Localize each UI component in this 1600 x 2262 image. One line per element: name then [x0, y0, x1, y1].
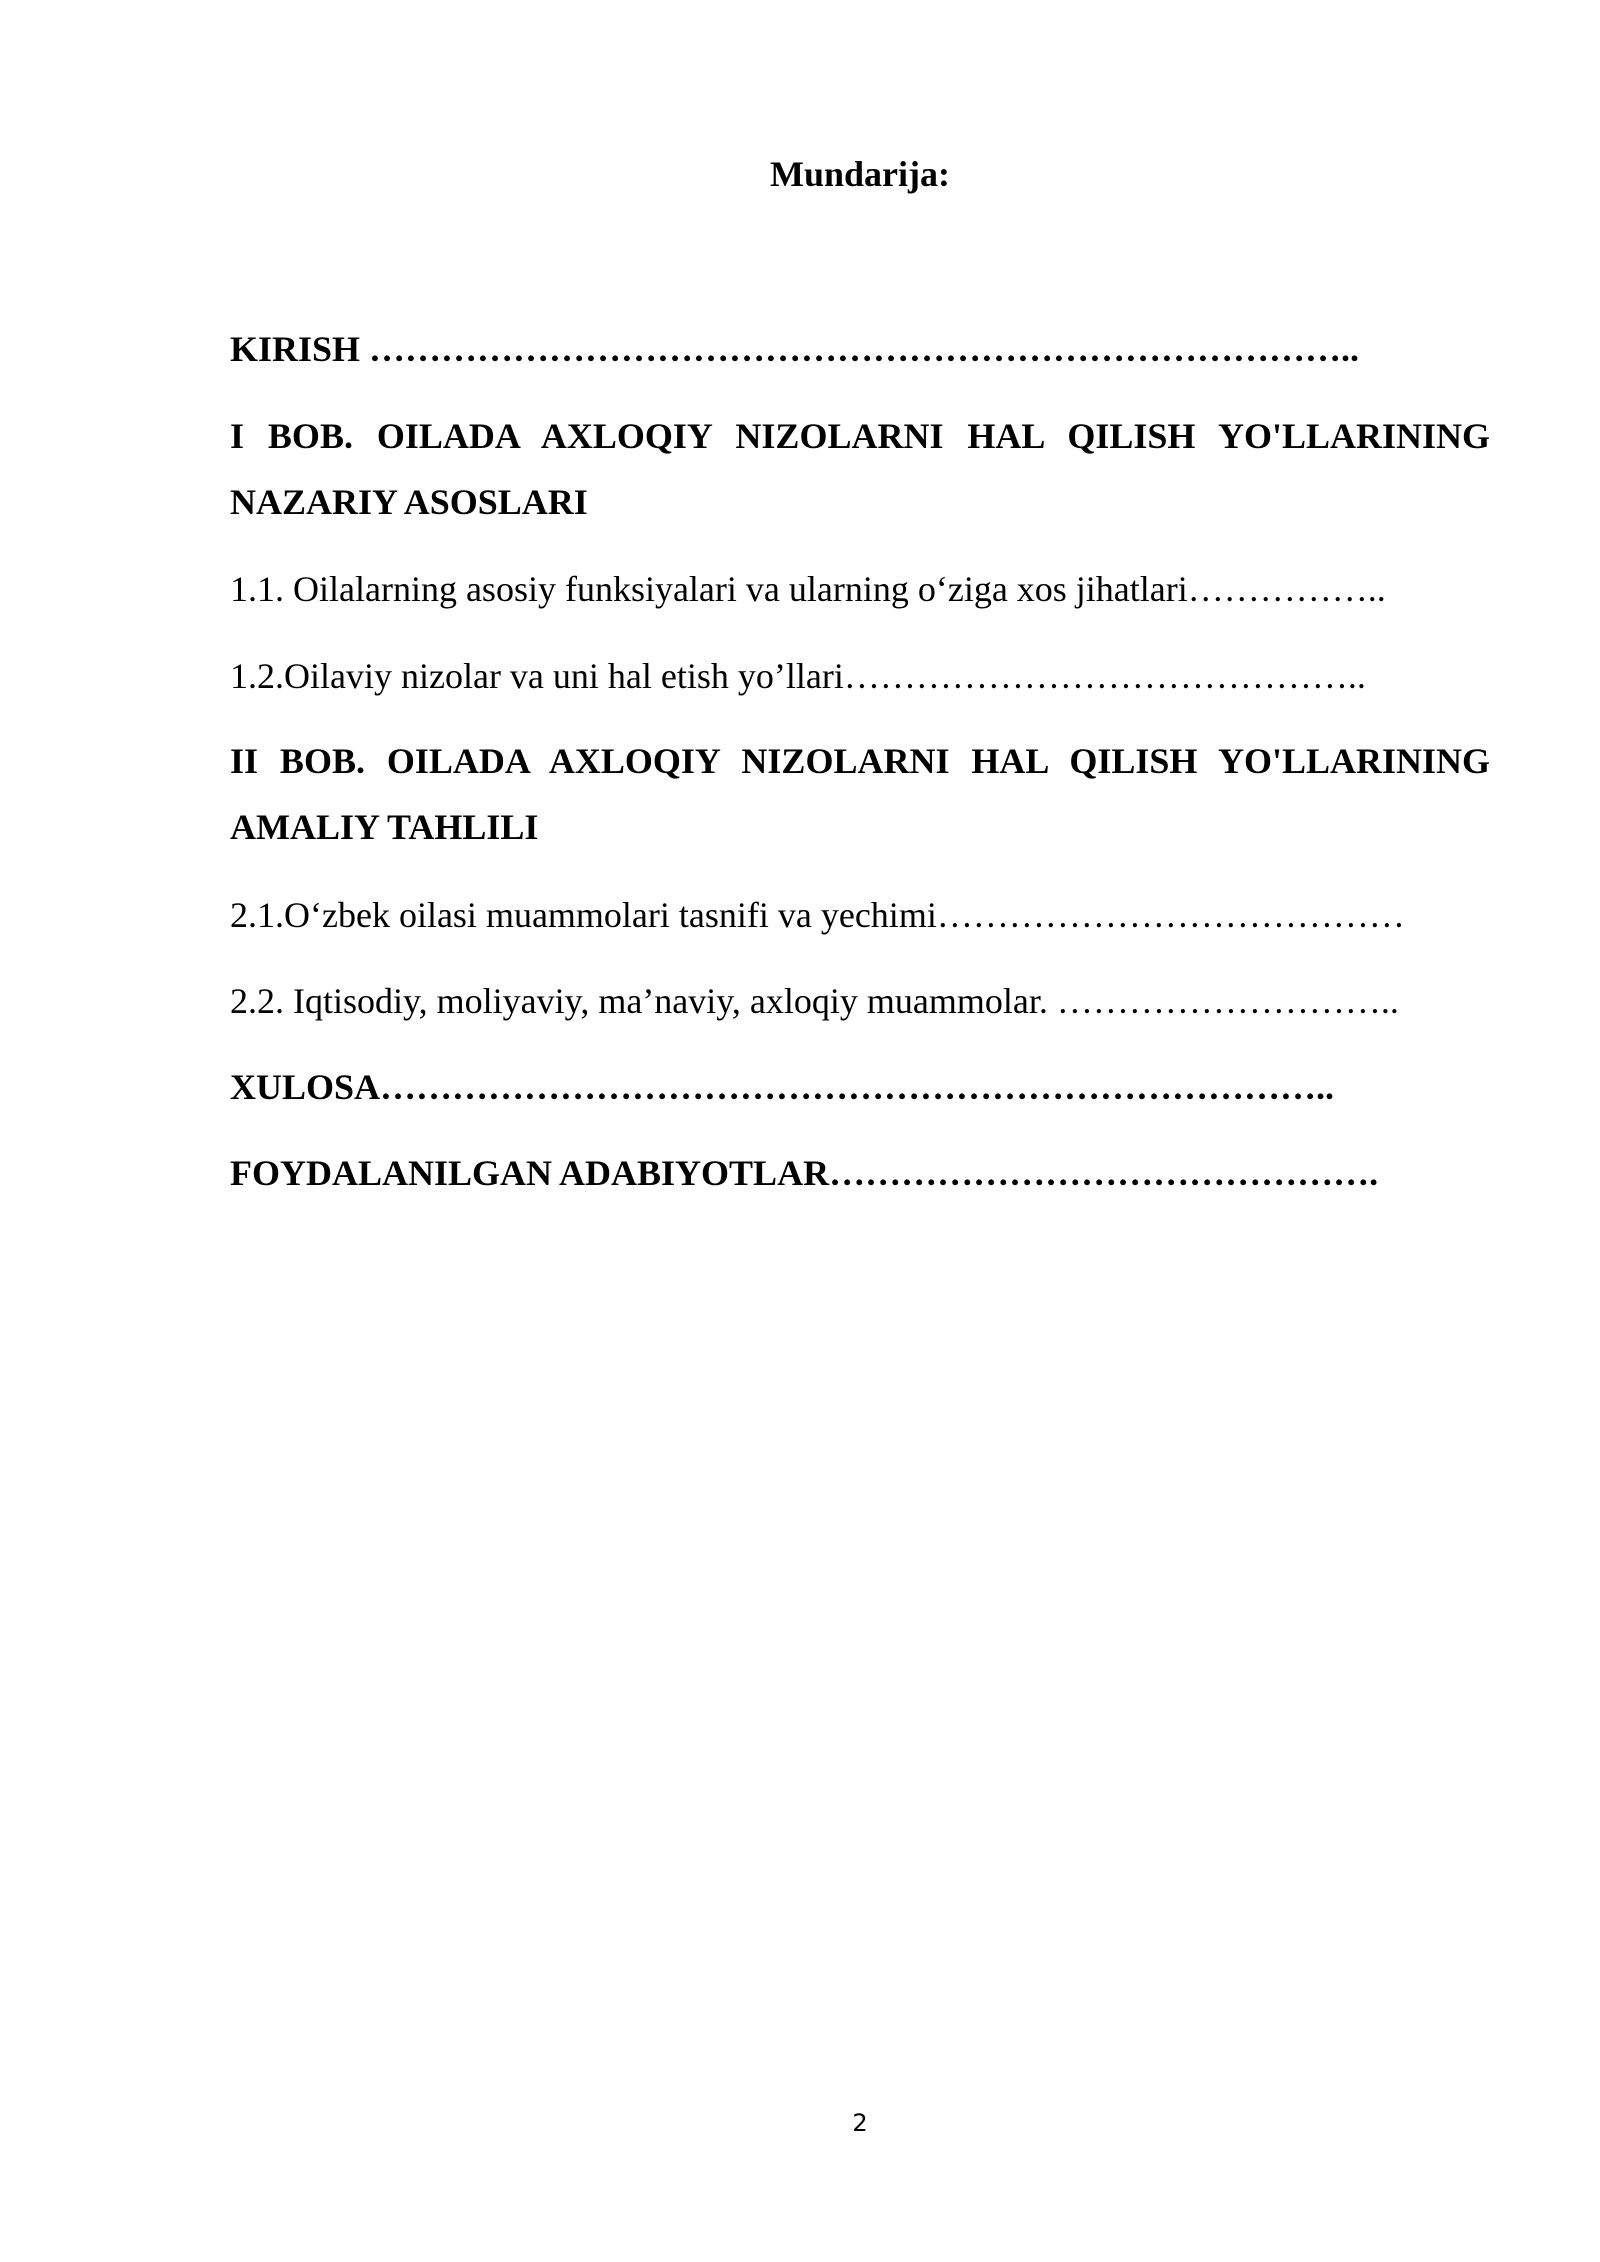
toc-entry-references: FOYDALANILGAN ADABIYOTLAR……………………………………….: [230, 1153, 1379, 1193]
toc-entry-section-1-2: 1.2.Oilaviy nizolar va uni hal etish yo’llari……………………………………..: [230, 656, 1366, 696]
toc-entry-kirish: KIRISH ………………………………………………………………………..: [230, 329, 1360, 369]
toc-entry-section-2-2: 2.2. Iqtisodiy, moliyaviy, ma’naviy, axloqiy muammolar. ………………………..: [230, 981, 1399, 1021]
page-title: Mundarija:: [770, 154, 950, 194]
toc-entry-xulosa: XULOSA……………………………………………………………………..: [230, 1067, 1335, 1107]
toc-entry-section-2-1: 2.1.O‘zbek oilasi muammolari tasnifi va yechimi…………………………………: [230, 895, 1405, 935]
page-number: 2: [852, 2109, 868, 2137]
toc-entry-chapter-1: I BOB. OILADA AXLOQIY NIZOLARNI HAL QILISH YO'LLARINING NAZARIY ASOSLARI: [230, 416, 1490, 522]
toc-entry-chapter-2: II BOB. OILADA AXLOQIY NIZOLARNI HAL QILISH YO'LLARINING AMALIY TAHLILI: [230, 741, 1490, 847]
toc-entry-section-1-1: 1.1. Oilalarning asosiy funksiyalari va ularning o‘ziga xos jihatlari……………..: [230, 569, 1386, 609]
